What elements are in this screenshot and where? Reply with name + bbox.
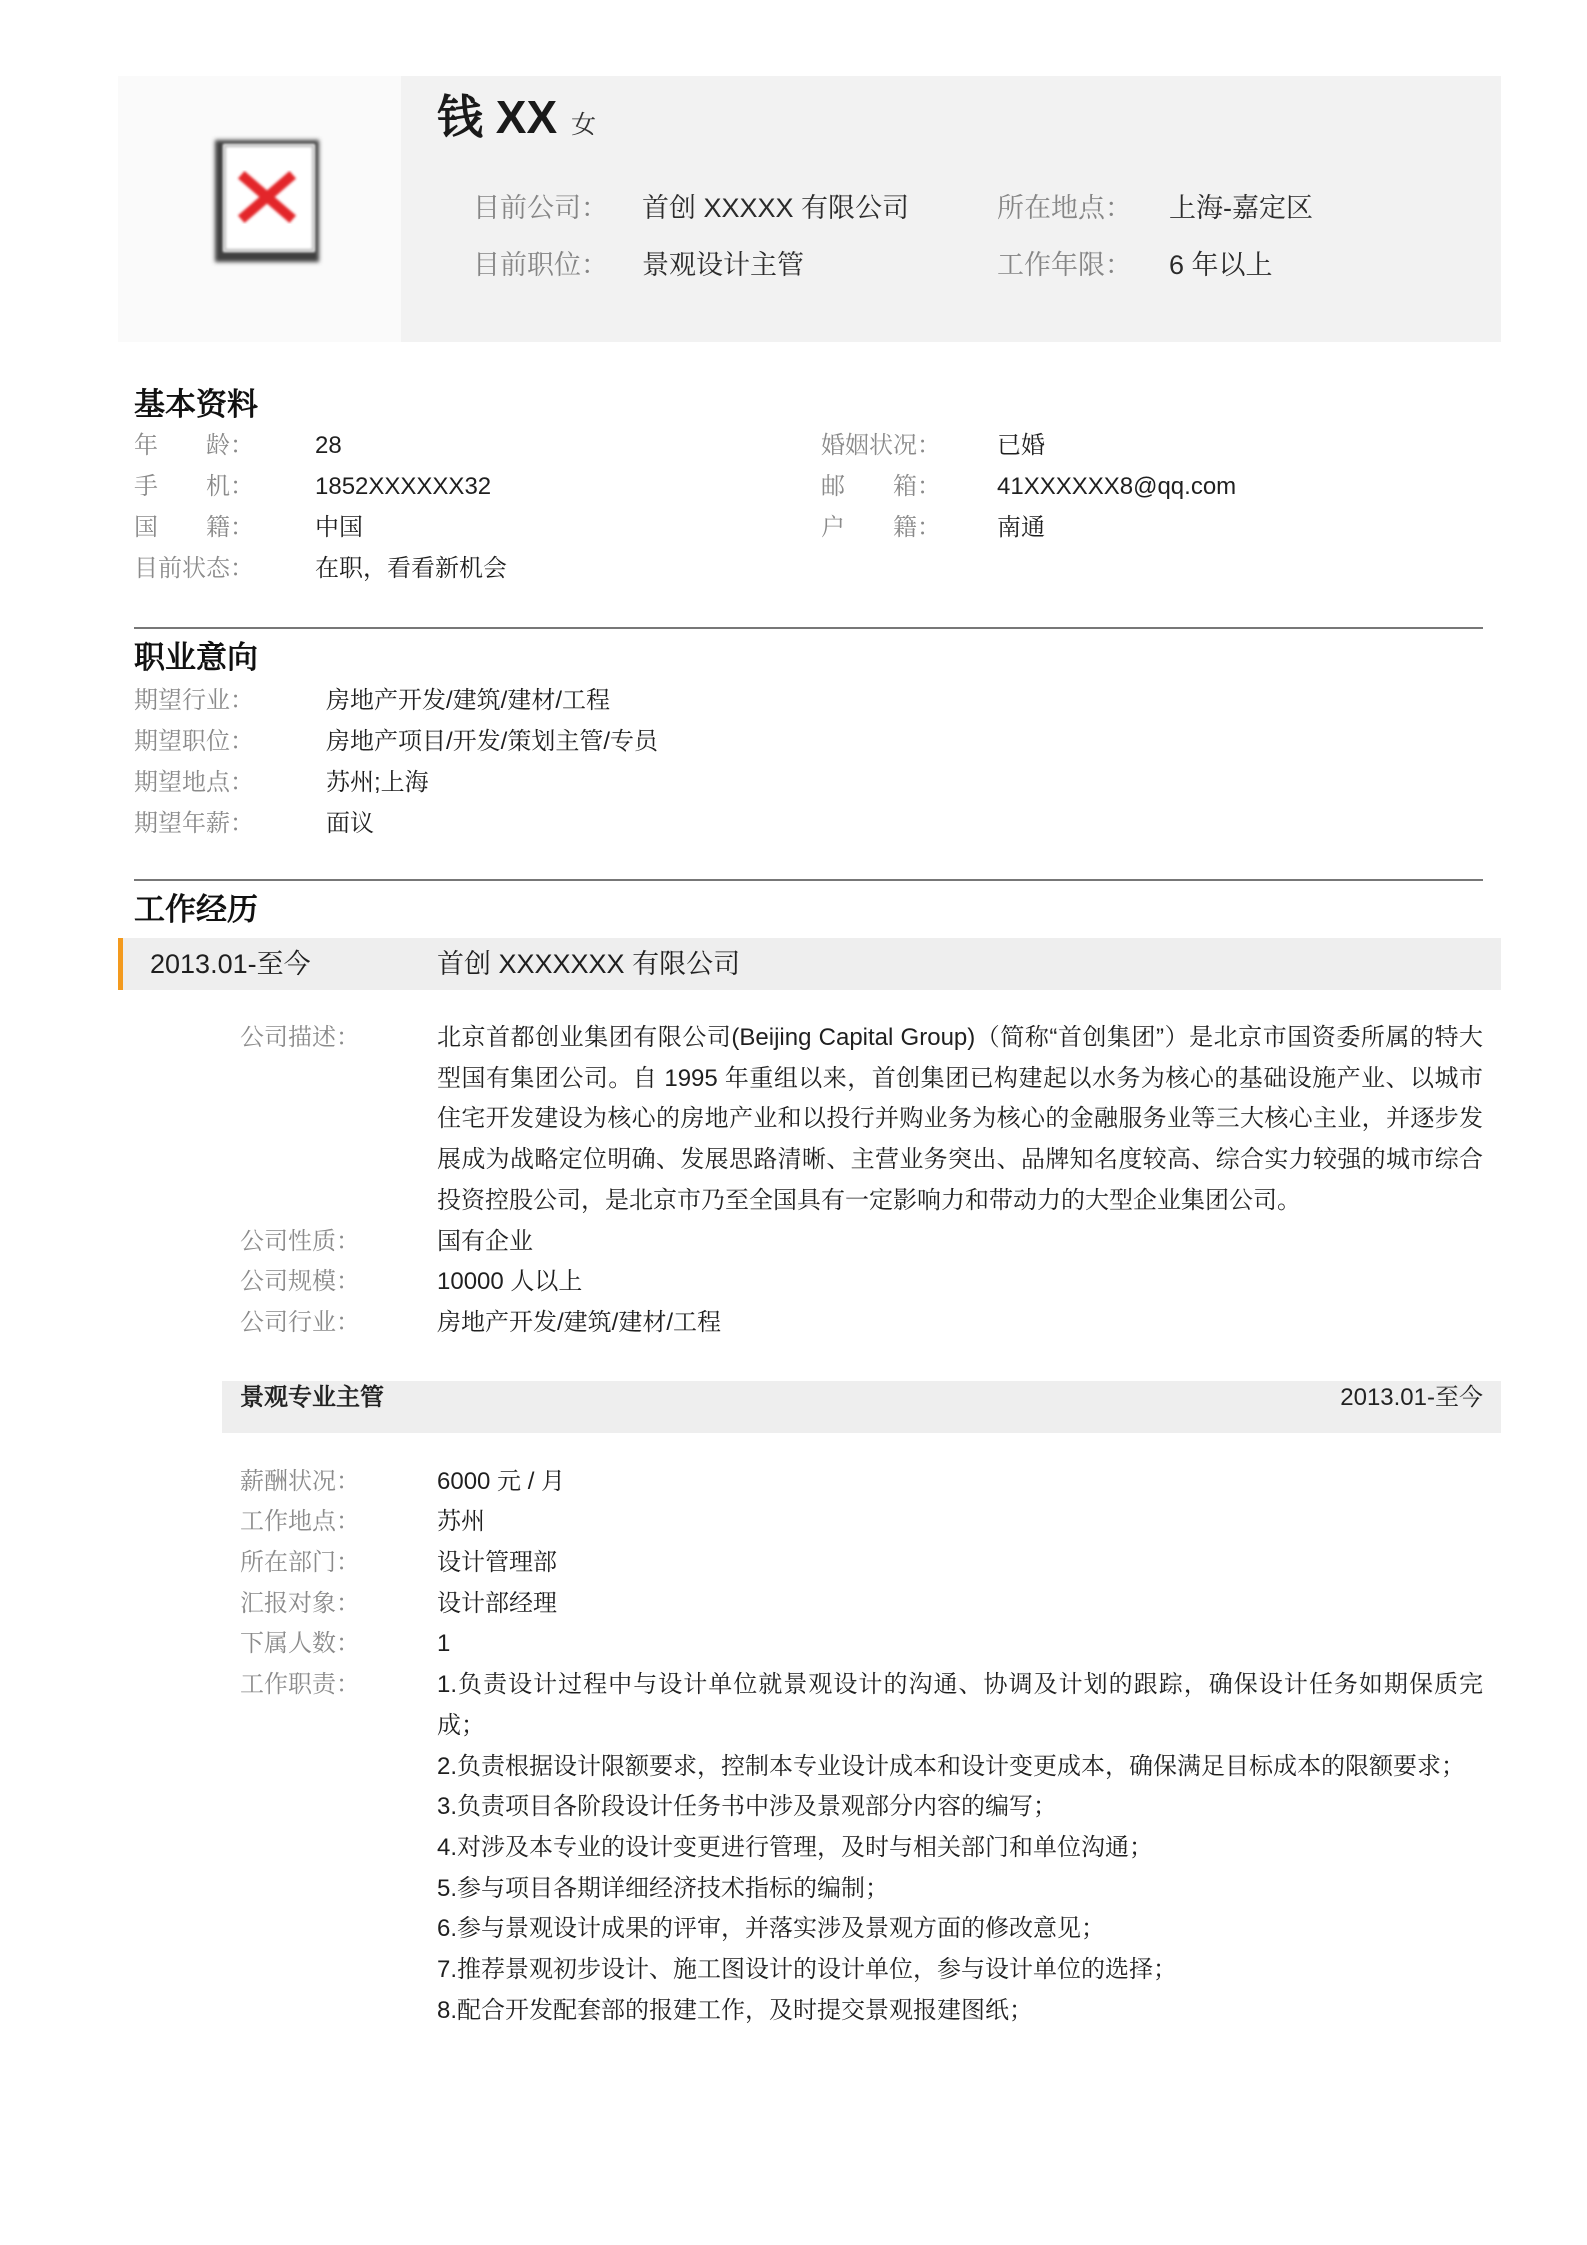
detail-row [240, 1543, 1483, 1584]
position-header-bar [222, 1381, 1501, 1433]
section-divider [134, 627, 1483, 629]
work-location-label: 工作地点： [240, 1508, 360, 1536]
detail-row [240, 1462, 1483, 1503]
position-period: 2013.01-至今 [1340, 1383, 1483, 1411]
company-size-label: 公司规模： [240, 1268, 360, 1296]
basic-info-title: 基本资料 [134, 387, 258, 422]
current-position-value: 景观设计主管 [642, 250, 804, 280]
company-details [240, 1018, 1483, 1344]
basic-info-row [134, 466, 1483, 507]
location-label: 所在地点： [997, 193, 1132, 223]
duty-item: 4.对涉及本专业的设计变更进行管理，及时与相关部门和单位沟通； [437, 1833, 1154, 1861]
company-industry-value: 房地产开发/建筑/建材/工程 [437, 1308, 722, 1336]
basic-info-row [134, 548, 1483, 589]
marital-status-label: 婚姻状况： [821, 432, 941, 459]
duty-item: 8.配合开发配套部的报建工作，及时提交景观报建图纸； [437, 1996, 1034, 2024]
expected-industry-label: 期望行业： [134, 687, 254, 714]
detail-row [240, 1624, 1483, 1665]
expected-salary-label: 期望年薪： [134, 810, 254, 837]
expected-salary-value: 面议 [326, 810, 374, 837]
work-years-value: 6 年以上 [1169, 250, 1273, 280]
detail-row [240, 1303, 1483, 1344]
company-nature-value: 国有企业 [437, 1227, 533, 1255]
report-to-value: 设计部经理 [437, 1589, 557, 1617]
header-row-company [118, 188, 1501, 228]
expected-position-label: 期望职位： [134, 728, 254, 755]
duty-item: 6.参与景观设计成果的评审，并落实涉及景观方面的修改意见； [437, 1915, 1106, 1943]
nationality-value: 中国 [315, 514, 363, 541]
detail-row [240, 1262, 1483, 1303]
hukou-label: 户 籍： [821, 514, 941, 541]
candidate-name: 钱 XX [437, 91, 558, 143]
location-value: 上海-嘉定区 [1169, 193, 1313, 223]
current-company-label: 目前公司： [473, 193, 608, 223]
company-size-value: 10000 人以上 [437, 1268, 583, 1296]
salary-value: 6000 元 / 月 [437, 1467, 566, 1495]
company-period: 2013.01-至今 [150, 949, 311, 979]
expected-location-value: 苏州;上海 [326, 769, 429, 796]
duties-list [437, 1665, 1483, 2031]
hukou-value: 南通 [997, 514, 1045, 541]
company-header-bar [118, 938, 1501, 990]
position-title: 景观专业主管 [240, 1383, 384, 1411]
career-intention-row [134, 762, 1483, 803]
phone-label: 手 机： [134, 473, 254, 500]
detail-row [240, 1584, 1483, 1625]
basic-info-grid [134, 425, 1483, 589]
email-label: 邮 箱： [821, 473, 941, 500]
duty-item: 1.负责设计过程中与设计单位就景观设计的沟通、协调及计划的跟踪，确保设计任务如期保质完成； [437, 1671, 1483, 1739]
career-intention-title: 职业意向 [134, 640, 258, 675]
subordinates-value: 1 [437, 1630, 451, 1658]
duty-item: 5.参与项目各期详细经济技术指标的编制； [437, 1874, 890, 1902]
career-intention-row [134, 680, 1483, 721]
company-nature-label: 公司性质： [240, 1227, 360, 1255]
work-experience-title: 工作经历 [134, 892, 258, 927]
current-company-value: 首创 XXXXX 有限公司 [642, 193, 910, 223]
basic-info-row [134, 507, 1483, 548]
status-value: 在职，看看新机会 [315, 555, 507, 582]
duty-item: 7.推荐景观初步设计、施工图设计的设计单位，参与设计单位的选择； [437, 1956, 1178, 1984]
company-industry-label: 公司行业： [240, 1308, 360, 1336]
duty-item: 3.负责项目各阶段设计任务书中涉及景观部分内容的编写； [437, 1793, 1058, 1821]
work-experience-body [0, 1018, 1587, 2031]
subordinates-label: 下属人数： [240, 1630, 360, 1658]
section-divider [134, 879, 1483, 881]
position-details [240, 1462, 1483, 2032]
career-intention-row [134, 803, 1483, 844]
status-label: 目前状态： [134, 555, 254, 582]
detail-row [240, 1502, 1483, 1543]
department-value: 设计管理部 [437, 1549, 557, 1577]
phone-value: 1852XXXXXX32 [315, 473, 492, 500]
duty-item: 2.负责根据设计限额要求，控制本专业设计成本和设计变更成本，确保满足目标成本的限额要求； [437, 1752, 1466, 1780]
company-description-value: 北京首都创业集团有限公司(Beijing Capital Group)（简称“首创集团”）是北京市国资委所属的特大型国有集团公司。自 1995 年重组以来，首创集团已构建起以水务为核心的基础设施产业、以城市住宅开发建设为核心的房地产业和以投行并购业务为核心的金融服务业等三大核心主业，并逐步发展成为战略定位明确、发展思路清晰、主营业务突出、品牌知名度较高、综合实力较强的城市综合投资控股公司，是北京市乃至全国具有一定影响力和带动力的大型企业集团公司。 [437, 1024, 1483, 1214]
email-value: 41XXXXXX8@qq.com [997, 473, 1237, 500]
candidate-gender: 女 [571, 111, 597, 139]
expected-industry-value: 房地产开发/建筑/建材/工程 [326, 687, 611, 714]
marital-status-value: 已婚 [997, 432, 1045, 459]
basic-info-row [134, 425, 1483, 466]
profile-header [118, 76, 1501, 342]
career-intention-list [134, 680, 1483, 844]
career-intention-row [134, 721, 1483, 762]
department-label: 所在部门： [240, 1549, 360, 1577]
nationality-label: 国 籍： [134, 514, 254, 541]
work-years-label: 工作年限： [997, 250, 1132, 280]
detail-row [240, 1222, 1483, 1263]
expected-location-label: 期望地点： [134, 769, 254, 796]
name-line [437, 89, 596, 145]
company-name: 首创 XXXXXXX 有限公司 [437, 949, 741, 979]
current-position-label: 目前职位： [473, 250, 608, 280]
work-location-value: 苏州 [437, 1508, 485, 1536]
detail-row [240, 1665, 1483, 2031]
report-to-label: 汇报对象： [240, 1589, 360, 1617]
duties-label: 工作职责： [240, 1671, 360, 1699]
salary-label: 薪酬状况： [240, 1467, 360, 1495]
header-row-position [118, 245, 1501, 285]
expected-position-value: 房地产项目/开发/策划主管/专员 [326, 728, 659, 755]
detail-row [240, 1018, 1483, 1222]
company-description-label: 公司描述： [240, 1024, 360, 1051]
age-label: 年 龄： [134, 432, 254, 459]
age-value: 28 [315, 432, 342, 459]
